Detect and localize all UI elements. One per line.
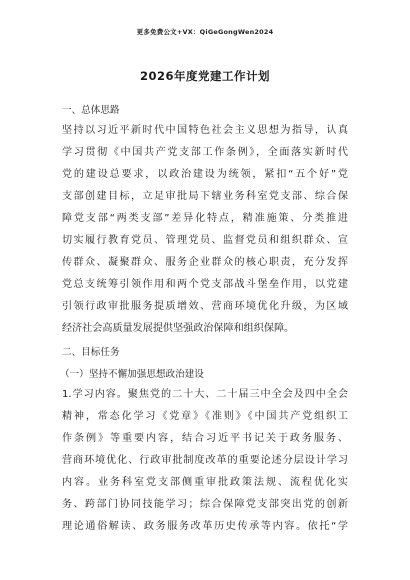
paragraph-line: 精神，常态化学习《党章》《准则》《中国共产党组织工 xyxy=(62,411,348,422)
paragraph-line: 党的建设总要求，以政治建设为统领，紧扣“五个好”党 xyxy=(62,169,348,180)
paragraph-line: 党总支统筹引领作用和两个党支部战斗堡垒作用，以党建 xyxy=(62,279,348,290)
paragraph-line: 障党支部“两类支部”差异化特点，精准施策、分类推进 xyxy=(62,213,348,224)
subsection-heading-political-building: （一）坚持不懈加强思想政治建设 xyxy=(60,369,204,380)
paragraph-line: 坚持以习近平新时代中国特色社会主义思想为指导，认真 xyxy=(62,125,348,136)
paragraph-line: 1.学习内容。聚焦党的二十大、二十届三中全会及四中全会 xyxy=(62,389,348,400)
paragraph-line: 作条例》等重要内容，结合习近平书记关于政务服务、 xyxy=(62,433,348,444)
paragraph-line: 传群众、凝聚群众、服务企业群众的核心职责，充分发挥 xyxy=(62,257,348,268)
paragraph-line: 支部创建目标，立足审批局下辖业务科室党支部、综合保 xyxy=(62,191,348,202)
paragraph-line: 经济社会高质量发展提供坚强政治保障和组织保障。 xyxy=(62,323,295,334)
paragraph-line: 理论通俗解读、政务服务改革历史传承等内容。依托“学 xyxy=(62,521,348,532)
section-heading-overall-approach: 一、总体思路 xyxy=(62,105,120,116)
section-heading-goals-tasks: 二、目标任务 xyxy=(62,347,120,358)
paragraph-line: 学习贯彻《中国共产党支部工作条例》，全面落实新时代 xyxy=(62,147,348,158)
document-title: 2026年度党建工作计划 xyxy=(139,69,270,83)
header-banner: 更多免费公文+VX：QiGeGongWen2024 xyxy=(136,28,274,36)
paragraph-line: 务、跨部门协同技能学习；综合保障党支部突出党的创新 xyxy=(62,499,348,510)
paragraph-line: 切实履行教育党员、管理党员、监督党员和组织群众、宣 xyxy=(62,235,348,246)
paragraph-line: 引领行政审批服务提质增效、营商环境优化升级，为区域 xyxy=(62,301,348,312)
paragraph-line: 营商环境优化、行政审批制度改革的重要论述分层设计学习 xyxy=(62,455,348,466)
paragraph-line: 内容。业务科室党支部侧重审批政策法规、流程优化实 xyxy=(62,477,348,488)
